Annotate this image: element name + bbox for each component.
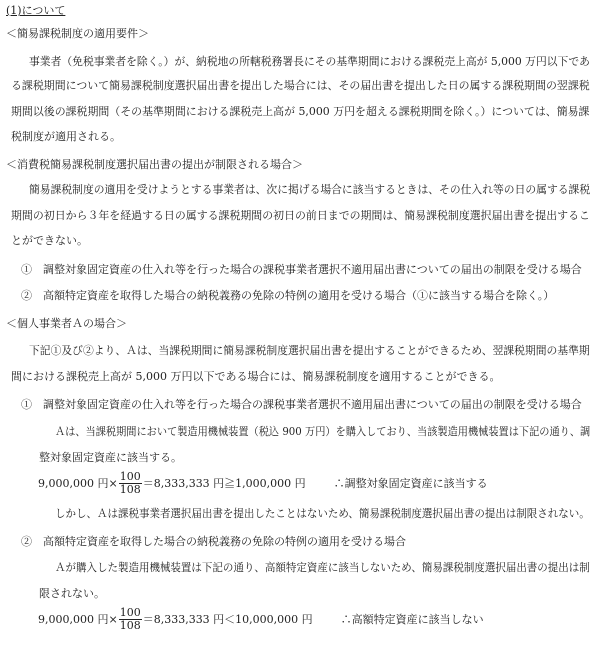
paragraph-line: Ａが購入した製造用機械装置は下記の通り、高額特定資産に該当しないため、簡易課税制度選択届出書の提出は制	[55, 561, 590, 574]
calc-left: 9,000,000 円×	[38, 612, 118, 626]
paragraph-line: 事業者（免税事業者を除く。）が、納税地の所轄税務署長にその基準期間における課税売上高が 5,000 万円以下であ	[29, 55, 590, 68]
list-item: ② 高額特定資産を取得した場合の納税義務の免除の特例の適用を受ける場合（①に該当する場合を除く。）	[21, 289, 555, 302]
calc-left: 9,000,000 円×	[38, 476, 118, 490]
calc-conclusion: ∴高額特定資産に該当しない	[340, 612, 484, 626]
calculation-line	[38, 607, 484, 632]
fraction-numerator: 100	[119, 606, 141, 619]
paragraph-line: 期間の初日から３年を経過する日の属する課税期間の初日の前日までの期間は、簡易課税制度選択届出書を提出するこ	[11, 209, 590, 222]
list-item-title: ① 調整対象固定資産の仕入れ等を行った場合の課税事業者選択不適用届出書についての届出の制限を受ける場合	[21, 398, 582, 411]
calc-conclusion: ∴調整対象固定資産に該当する	[333, 476, 488, 490]
section-title-restrictions: ＜消費税簡易課税制度選択届出書の提出が制限される場合＞	[6, 158, 303, 171]
fraction	[119, 607, 142, 632]
paragraph-line: る課税期間について簡易課税制度選択届出書を提出した場合には、その届出書を提出した日の属する課税期間の翌課税	[11, 79, 590, 92]
paragraph-line: Ａは、当課税期間において製造用機械装置（税込 900 万円）を購入しており、当該製造用機械装置は下記の通り、調	[55, 425, 591, 438]
fraction	[119, 471, 142, 496]
section-title-requirements: ＜簡易課税制度の適用要件＞	[6, 27, 149, 40]
paragraph-line: 税制度が適用される。	[11, 130, 121, 143]
list-item-title: ② 高額特定資産を取得した場合の納税義務の免除の特例の適用を受ける場合	[21, 535, 406, 548]
list-item: ① 調整対象固定資産の仕入れ等を行った場合の課税事業者選択不適用届出書についての届出の制限を受ける場合	[21, 263, 582, 276]
fraction-numerator: 100	[119, 470, 141, 483]
paragraph-line: 限されない。	[39, 587, 105, 600]
paragraph-line: 間における課税売上高が 5,000 万円以下である場合には、簡易課税制度を適用することができる。	[11, 370, 501, 383]
fraction-denominator: 108	[119, 619, 141, 632]
paragraph-line: しかし、Ａは課税事業者選択届出書を提出したことはないため、簡易課税制度選択届出書の提出は制限されない。	[55, 507, 590, 520]
paragraph-line: 期間以後の課税期間（その基準期間における課税売上高が 5,000 万円を超える課税期間を除く。）については、簡易課	[11, 105, 590, 118]
calculation-line	[38, 471, 488, 496]
paragraph-line: とができない。	[11, 234, 88, 247]
paragraph-line: 下記①及び②より、Ａは、当課税期間に簡易課税制度選択届出書を提出することができるため、翌課税期間の基準期	[29, 344, 590, 357]
calc-right: ＝8,333,333 円＜10,000,000 円	[142, 612, 313, 626]
paragraph-line: 整対象固定資産に該当する。	[39, 451, 182, 464]
fraction-denominator: 108	[119, 483, 141, 496]
section-title-individual-a: ＜個人事業者Ａの場合＞	[6, 317, 127, 330]
section-heading: (1)について	[6, 4, 66, 17]
calc-right: ＝8,333,333 円≧1,000,000 円	[142, 476, 306, 490]
paragraph-line: 簡易課税制度の適用を受けようとする事業者は、次に掲げる場合に該当するときは、その仕入れ等の日の属する課税	[29, 183, 591, 196]
